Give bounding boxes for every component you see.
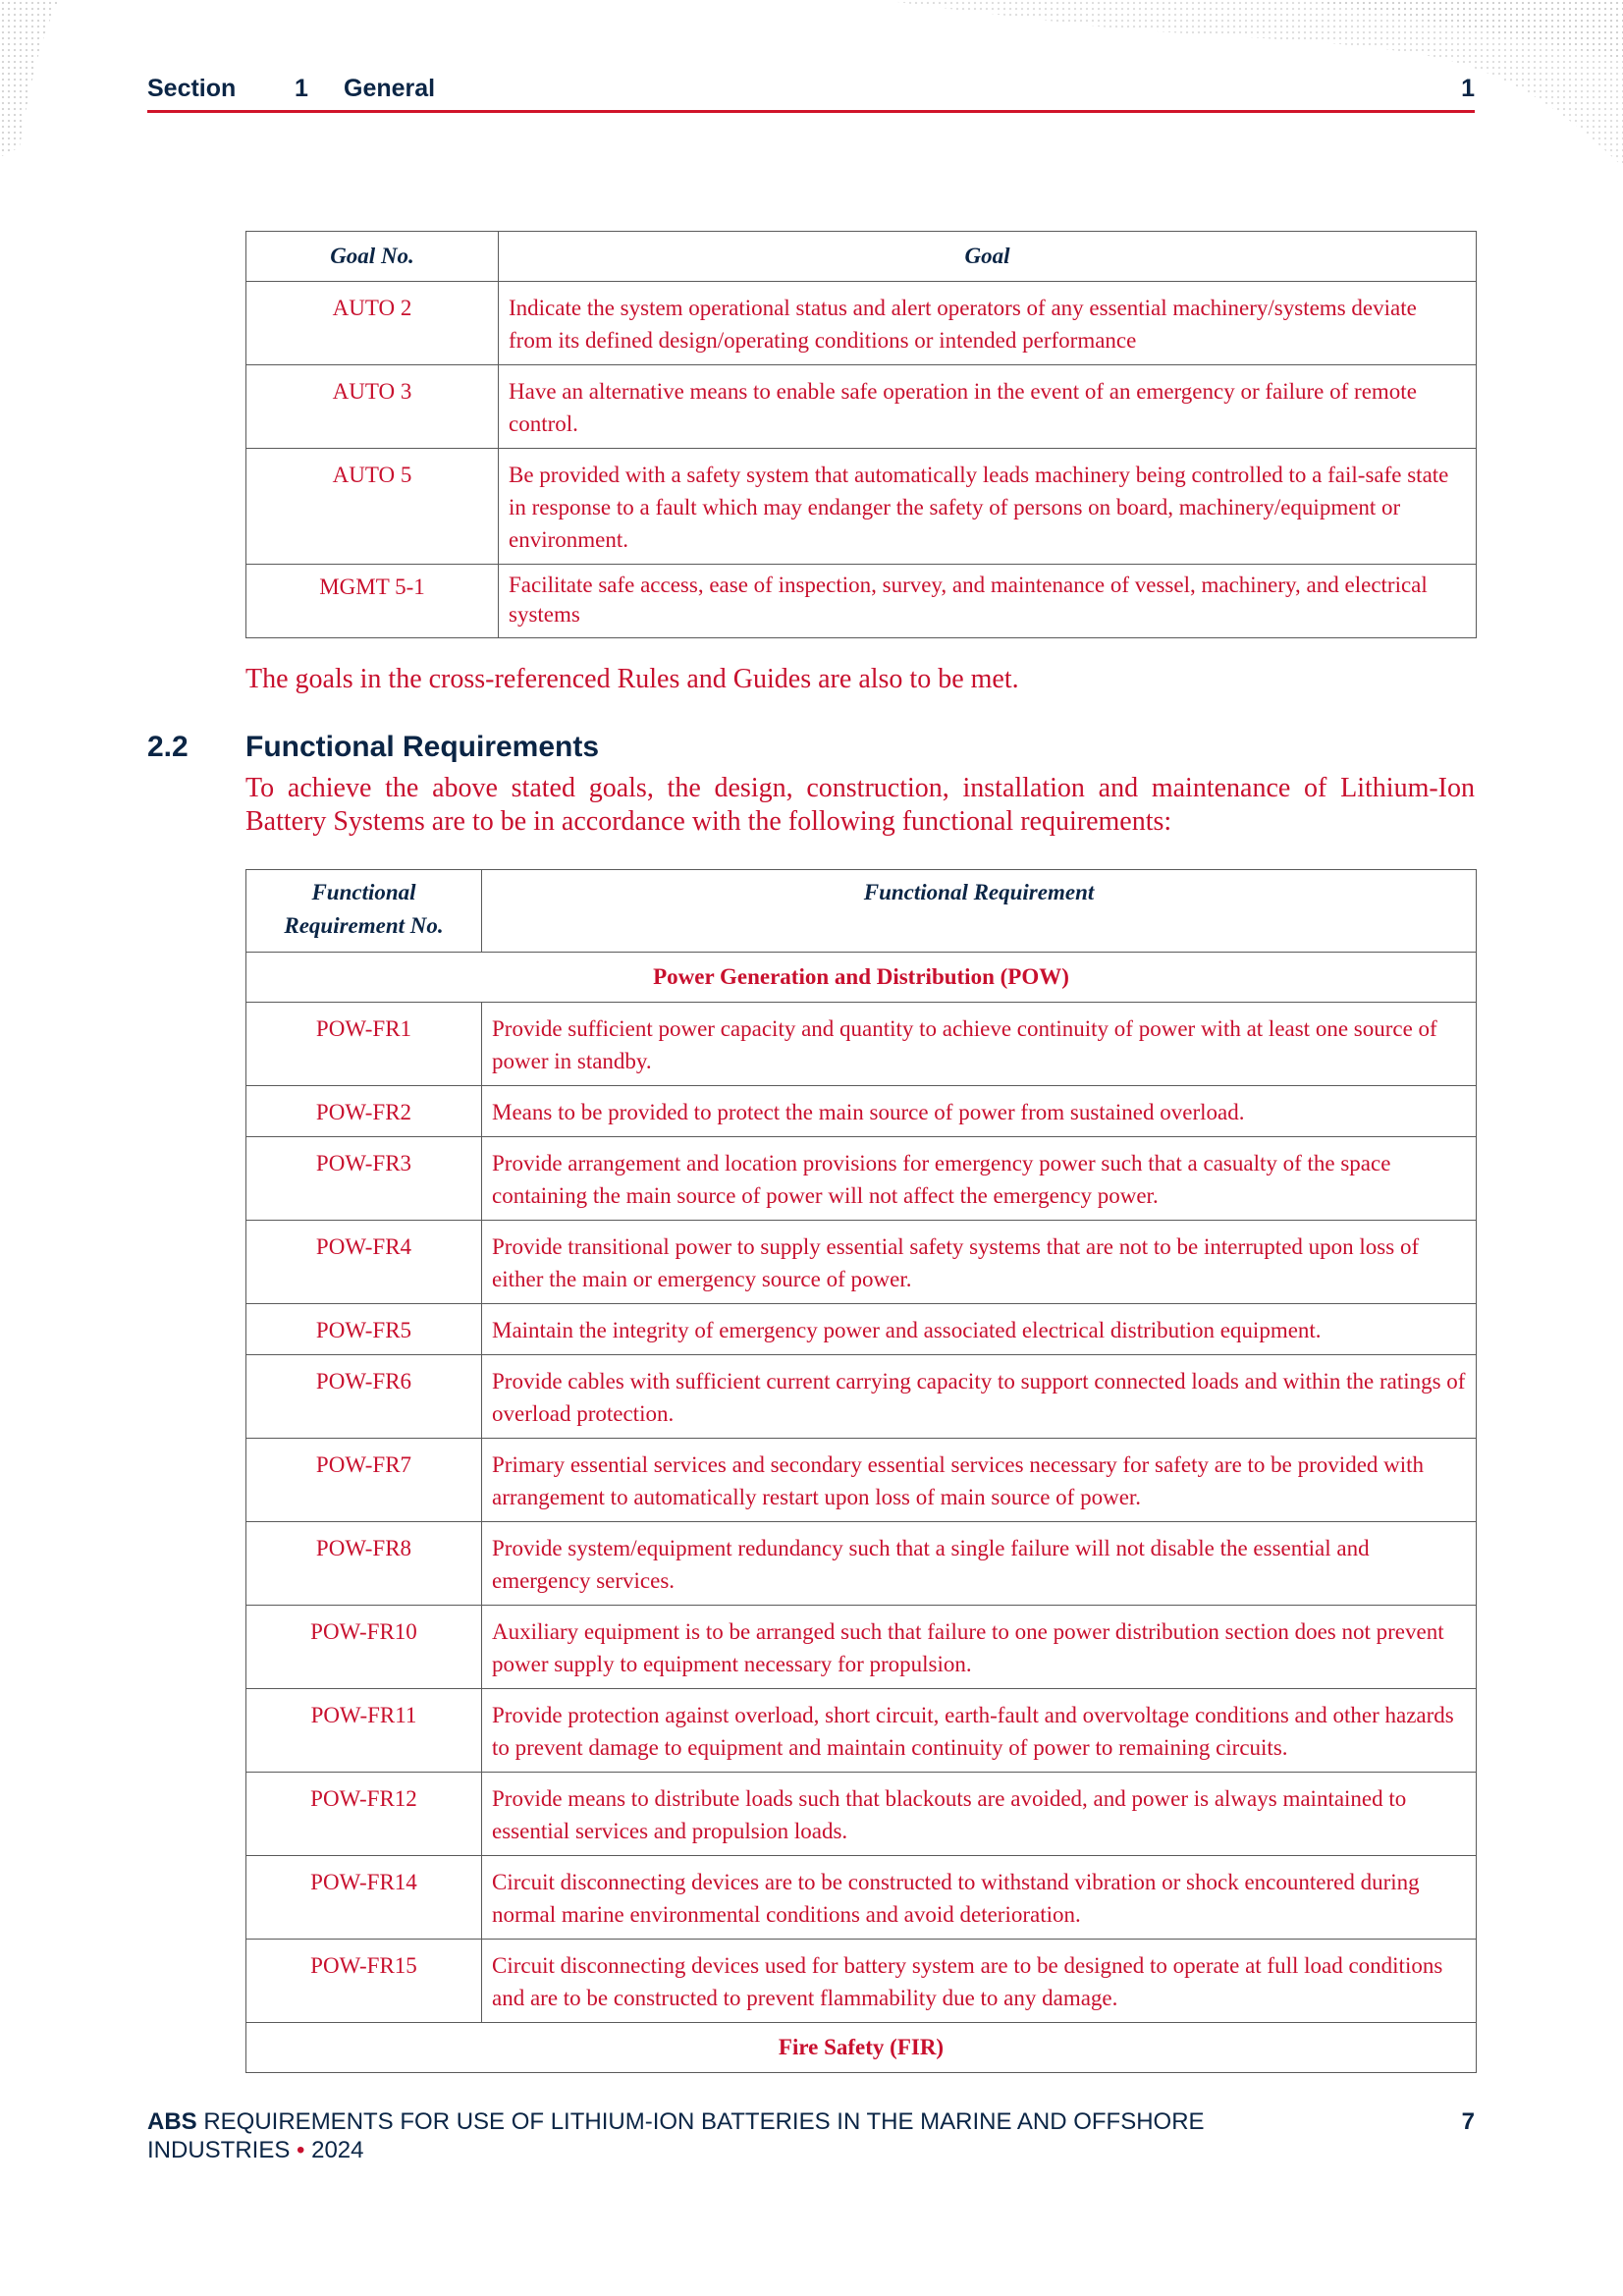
goal-no-cell: MGMT 5-1 bbox=[246, 565, 499, 638]
footer-document-title: REQUIREMENTS FOR USE OF LITHIUM-ION BATTERIES IN THE MARINE AND OFFSHORE INDUSTRIES bbox=[147, 2108, 1205, 2163]
fr-no-cell: POW-FR2 bbox=[246, 1086, 482, 1137]
fr-text-cell: Means to be provided to protect the main source of power from sustained overload. bbox=[482, 1086, 1477, 1137]
goal-text-cell: Indicate the system operational status and alert operators of any essential machinery/systems deviate from its defined design/operating conditions or intended performance bbox=[499, 282, 1477, 365]
table-row bbox=[246, 1856, 1477, 1940]
fr-text-cell: Primary essential services and secondary essential services necessary for safety are to be provided with arrangement to automatically restart upon loss of main source of power. bbox=[482, 1439, 1477, 1522]
footer-title bbox=[147, 2107, 1276, 2164]
goals-table bbox=[245, 231, 1477, 638]
fr-text-cell: Provide arrangement and location provisions for emergency power such that a casualty of the space containing the main source of power will not affect the emergency power. bbox=[482, 1137, 1477, 1221]
group-row bbox=[246, 2023, 1477, 2073]
fr-no-cell: POW-FR10 bbox=[246, 1606, 482, 1689]
table-row bbox=[246, 1439, 1477, 1522]
table-row bbox=[246, 1355, 1477, 1439]
fr-no-cell: POW-FR6 bbox=[246, 1355, 482, 1439]
table-row bbox=[246, 1003, 1477, 1086]
fr-text-cell: Provide system/equipment redundancy such that a single failure will not disable the essential and emergency services. bbox=[482, 1522, 1477, 1606]
goal-no-cell: AUTO 5 bbox=[246, 449, 499, 565]
header-rule bbox=[147, 110, 1475, 113]
footer-page-number: 7 bbox=[1461, 2108, 1475, 2135]
fr-no-cell: POW-FR7 bbox=[246, 1439, 482, 1522]
col-header-fr: Functional Requirement bbox=[482, 870, 1477, 953]
table-row bbox=[246, 1940, 1477, 2023]
footer-separator: • bbox=[297, 2137, 305, 2163]
table-row bbox=[246, 1086, 1477, 1137]
fr-no-cell: POW-FR4 bbox=[246, 1221, 482, 1304]
footer-year: 2024 bbox=[311, 2137, 364, 2163]
group-row bbox=[246, 953, 1477, 1003]
fr-no-cell: POW-FR11 bbox=[246, 1689, 482, 1773]
goal-text-cell: Facilitate safe access, ease of inspection, survey, and maintenance of vessel, machinery, and electrical systems bbox=[499, 565, 1477, 638]
section-paragraph: To achieve the above stated goals, the design, construction, installation and maintenance of Lithium-Ion Battery Systems are to be in accordance with the following functional requirements: bbox=[245, 773, 1475, 837]
fr-no-cell: POW-FR15 bbox=[246, 1940, 482, 2023]
section-heading-2-2 bbox=[147, 731, 600, 764]
table-row bbox=[246, 1773, 1477, 1856]
section-heading-title: Functional Requirements bbox=[245, 731, 600, 763]
table-row bbox=[246, 365, 1477, 449]
fr-no-cell: POW-FR8 bbox=[246, 1522, 482, 1606]
fr-text-cell: Provide cables with sufficient current carrying capacity to support connected loads and within the ratings of overload protection. bbox=[482, 1355, 1477, 1439]
table-row bbox=[246, 1137, 1477, 1221]
footer-brand: ABS bbox=[147, 2108, 197, 2135]
fr-no-cell: POW-FR3 bbox=[246, 1137, 482, 1221]
table-row bbox=[246, 565, 1477, 638]
table-row bbox=[246, 449, 1477, 565]
table-header-row bbox=[246, 232, 1477, 282]
table-row bbox=[246, 1221, 1477, 1304]
fr-text-cell: Circuit disconnecting devices used for battery system are to be designed to operate at full load conditions and are to be constructed to prevent flammability due to any damage. bbox=[482, 1940, 1477, 2023]
table-row bbox=[246, 282, 1477, 365]
header-page-ref: 1 bbox=[1461, 75, 1475, 102]
fr-no-cell: POW-FR5 bbox=[246, 1304, 482, 1355]
fr-text-cell: Provide transitional power to supply essential safety systems that are not to be interrupted upon loss of either the main or emergency source of power. bbox=[482, 1221, 1477, 1304]
fr-no-cell: POW-FR12 bbox=[246, 1773, 482, 1856]
functional-requirements-table bbox=[245, 869, 1477, 2073]
table-row bbox=[246, 1304, 1477, 1355]
table-row bbox=[246, 1689, 1477, 1773]
fr-text-cell: Provide means to distribute loads such that blackouts are avoided, and power is always maintained to essential services and propulsion loads. bbox=[482, 1773, 1477, 1856]
cross-reference-note: The goals in the cross-referenced Rules and Guides are also to be met. bbox=[245, 664, 1019, 694]
running-header bbox=[147, 75, 1475, 108]
section-number: 1 bbox=[295, 75, 308, 102]
col-header-fr-no: Functional Requirement No. bbox=[246, 870, 482, 953]
fr-text-cell: Provide protection against overload, short circuit, earth-fault and overvoltage conditions and other hazards to prevent damage to equipment and maintain continuity of power to remaining circuits. bbox=[482, 1689, 1477, 1773]
table-header-row bbox=[246, 870, 1477, 953]
table-row bbox=[246, 1522, 1477, 1606]
fr-text-cell: Auxiliary equipment is to be arranged such that failure to one power distribution section does not prevent power supply to equipment necessary for propulsion. bbox=[482, 1606, 1477, 1689]
group-label-fir: Fire Safety (FIR) bbox=[246, 2023, 1477, 2073]
fr-text-cell: Provide sufficient power capacity and quantity to achieve continuity of power with at least one source of power in standby. bbox=[482, 1003, 1477, 1086]
table-row bbox=[246, 1606, 1477, 1689]
fr-text-cell: Maintain the integrity of emergency power and associated electrical distribution equipment. bbox=[482, 1304, 1477, 1355]
goal-text-cell: Have an alternative means to enable safe operation in the event of an emergency or failure of remote control. bbox=[499, 365, 1477, 449]
section-label: Section bbox=[147, 75, 237, 102]
fr-no-cell: POW-FR14 bbox=[246, 1856, 482, 1940]
page-footer bbox=[147, 2107, 1475, 2164]
col-header-goal-no: Goal No. bbox=[246, 232, 499, 282]
goal-no-cell: AUTO 2 bbox=[246, 282, 499, 365]
fr-text-cell: Circuit disconnecting devices are to be constructed to withstand vibration or shock encountered during normal marine environmental conditions and avoid deterioration. bbox=[482, 1856, 1477, 1940]
fr-no-cell: POW-FR1 bbox=[246, 1003, 482, 1086]
group-label-pow: Power Generation and Distribution (POW) bbox=[246, 953, 1477, 1003]
goal-text-cell: Be provided with a safety system that automatically leads machinery being controlled to a fail-safe state in response to a fault which may endanger the safety of persons on board, machinery/equipment or environment. bbox=[499, 449, 1477, 565]
col-header-goal: Goal bbox=[499, 232, 1477, 282]
goal-no-cell: AUTO 3 bbox=[246, 365, 499, 449]
section-heading-number: 2.2 bbox=[147, 731, 189, 763]
section-title: General bbox=[344, 75, 436, 102]
